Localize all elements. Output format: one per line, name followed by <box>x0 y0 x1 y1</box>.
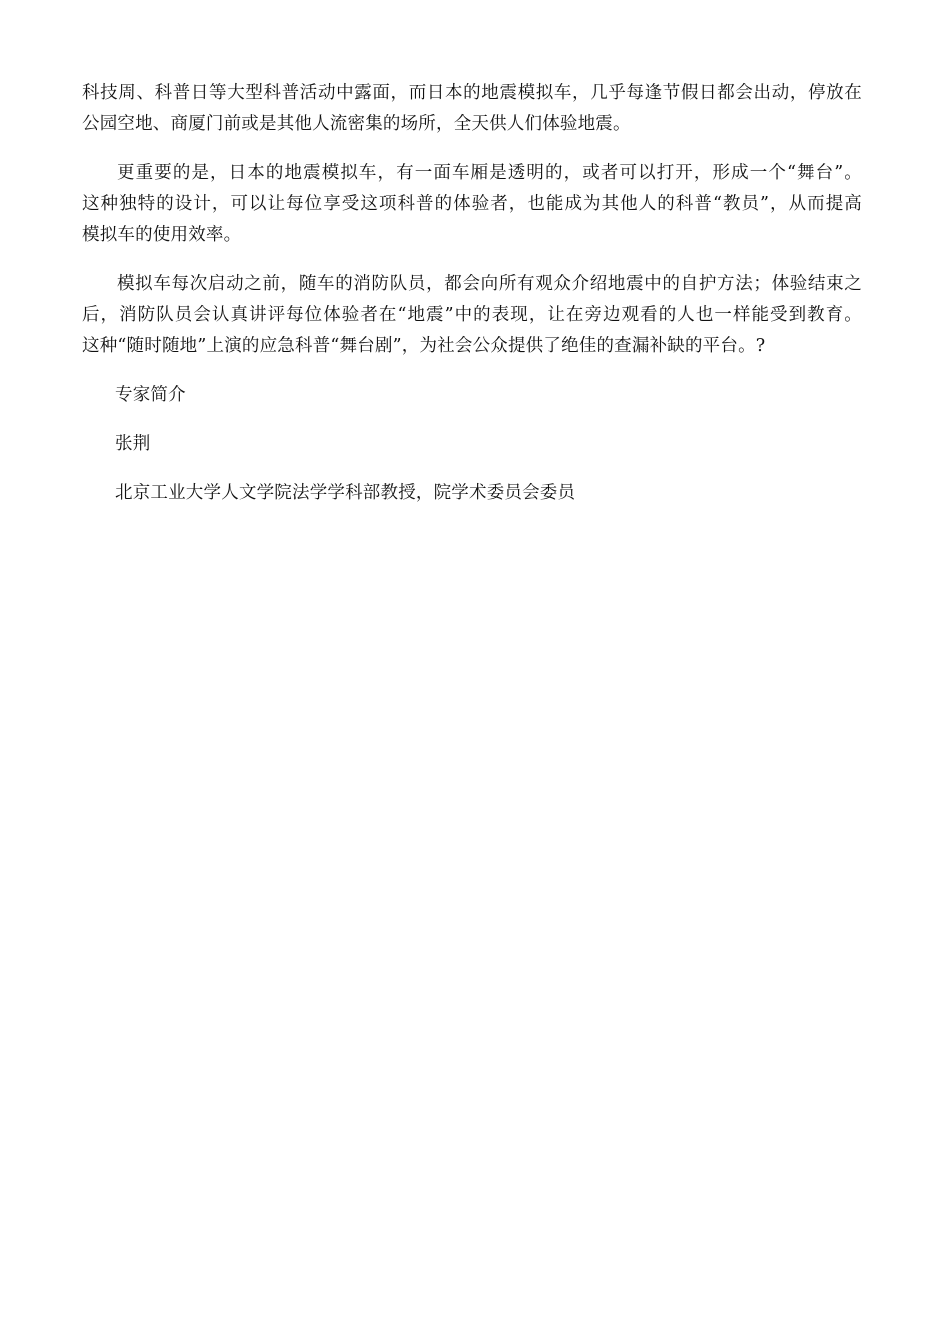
text-line: 模拟车的使用效率。 <box>82 225 242 245</box>
text-line: 公园空地、商厦门前或是其他人流密集的场所，全天供人们体验地震。 <box>82 114 631 134</box>
expert-title: 北京工业大学人文学院法学学科部教授，院学术委员会委员 <box>115 483 576 503</box>
paragraph-firefighters <box>82 269 862 362</box>
paragraph-continuation <box>82 78 862 140</box>
text-line: 这种“随时随地”上演的应急科普“舞台剧”，为社会公众提供了绝佳的查漏补缺的平台。? <box>82 336 766 356</box>
text-line: 这种独特的设计，可以让每位享受这项科普的体验者，也能成为其他人的科普“教员”，从而提高 <box>82 194 862 214</box>
paragraph-design <box>82 158 862 251</box>
text-line: 模拟车每次启动之前，随车的消防队员，都会向所有观众介绍地震中的自护方法；体验结束之 <box>117 274 862 294</box>
expert-heading: 专家简介 <box>115 385 186 405</box>
expert-name: 张荆 <box>115 434 151 454</box>
text-line: 后，消防队员会认真讲评每位体验者在“地震”中的表现，让在旁边观看的人也一样能受到教育。 <box>82 305 862 325</box>
text-line: 更重要的是，日本的地震模拟车，有一面车厢是透明的，或者可以打开，形成一个“舞台”。 <box>117 163 862 183</box>
text-line: 科技周、科普日等大型科普活动中露面，而日本的地震模拟车，几乎每逢节假日都会出动，停放在 <box>82 83 862 103</box>
document-page <box>82 78 862 527</box>
